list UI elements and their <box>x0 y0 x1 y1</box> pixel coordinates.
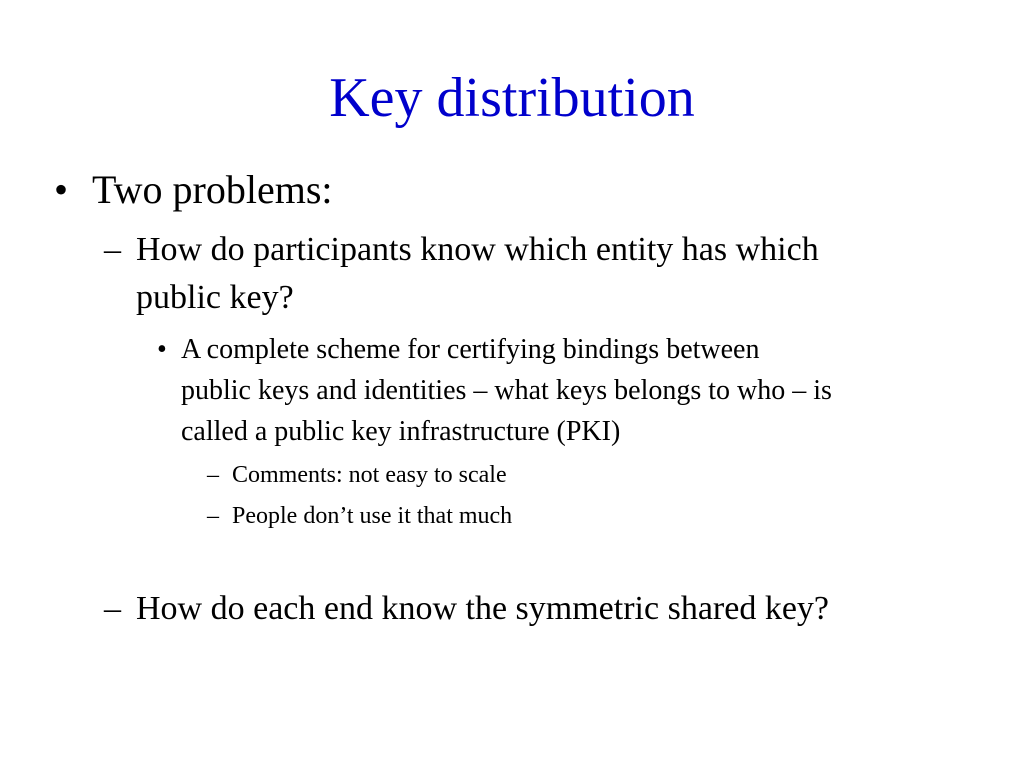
question-2: How do each end know the symmetric shared key? <box>136 590 829 627</box>
pki-line-2: public keys and identities – what keys belongs to who – is <box>181 375 832 406</box>
dash-marker: – <box>207 462 219 488</box>
dash-marker: – <box>104 231 121 268</box>
question-1-line-2: public key? <box>136 279 294 316</box>
pki-line-1: A complete scheme for certifying bindings between <box>181 334 760 365</box>
pki-line-3: called a public key infrastructure (PKI) <box>181 416 621 447</box>
comment-scale: Comments: not easy to scale <box>232 462 507 488</box>
slide-title: Key distribution <box>329 67 695 129</box>
question-1-line-1: How do participants know which entity has which <box>136 231 819 268</box>
comment-usage: People don’t use it that much <box>232 503 513 529</box>
bullet-marker: • <box>54 167 69 212</box>
dash-marker: – <box>207 503 219 529</box>
dash-marker: – <box>104 590 121 627</box>
bullet-two-problems: Two problems: <box>92 167 333 212</box>
bullet-marker: • <box>157 334 167 365</box>
